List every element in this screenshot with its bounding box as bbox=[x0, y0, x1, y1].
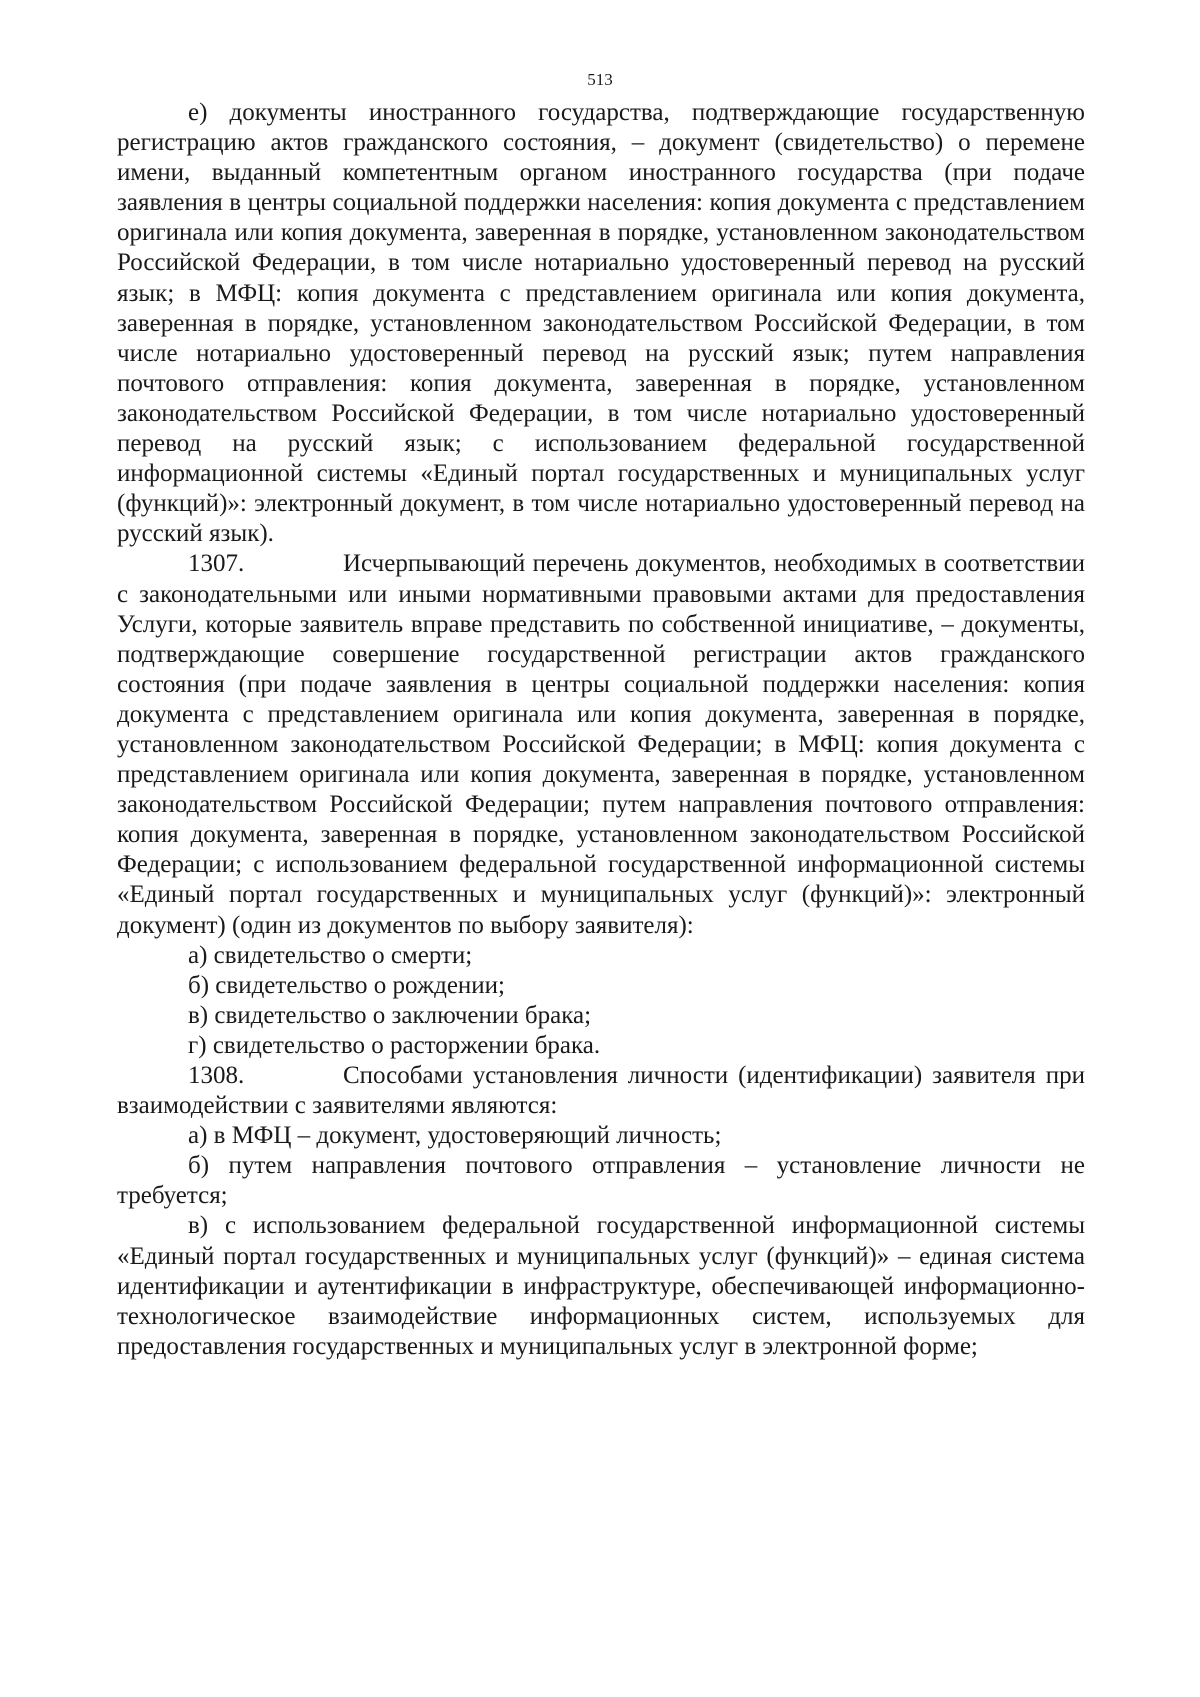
paragraph-number: 1308. bbox=[188, 1062, 245, 1089]
list-item: а) в МФЦ – документ, удостоверяющий личность; bbox=[188, 1122, 722, 1150]
list-item: а) свидетельство о смерти; bbox=[188, 941, 473, 969]
list-item: в) с использованием федеральной государственной информационной системы «Единый портал государственных и муниципальных услуг (функций)» – единая система идентификации и аутентификации в инфраструктуре, обеспечивающей информационно-технологическое взаимодействие информационных систем, используемых для предоставления государственных и муниципальных услуг в электронной форме; bbox=[117, 1212, 1085, 1360]
list-item: б) путем направления почтового отправления – установление личности не требуется; bbox=[117, 1152, 1085, 1210]
page-number: 513 bbox=[587, 70, 613, 89]
document-body bbox=[117, 98, 1085, 1362]
list-item: в) свидетельство о заключении брака; bbox=[188, 1001, 592, 1029]
paragraph-text: Способами установления личности (идентификации) заявителя при взаимодействии с заявителями являются: bbox=[117, 1062, 1085, 1120]
paragraph-1307 bbox=[117, 549, 1085, 940]
list-item: б) свидетельство о рождении; bbox=[188, 971, 505, 999]
paragraph-1308 bbox=[117, 1061, 1085, 1121]
list-item: г) свидетельство о расторжении брака. bbox=[188, 1031, 601, 1059]
paragraph-foreign-documents: е) документы иностранного государства, подтверждающие государственную регистрацию актов гражданского состояния, – документ (свидетельство) о перемене имени, выданный компетентным органом иностранного государства (при подаче заявления в центры социальной поддержки населения: копия документа с представлением оригинала или копия документа, заверенная в порядке, установленном законодательством Российской Федерации, в том числе нотариально удостоверенный перевод на русский язык; в МФЦ: копия документа с представлением оригинала или копия документа, заверенная в порядке, установленном законодательством Российской Федерации, в том числе нотариально удостоверенный перевод на русский язык; путем направления почтового отправления: копия документа, заверенная в порядке, установленном законодательством Российской Федерации, в том числе нотариально удостоверенный перевод на русский язык; с использованием федеральной государственной информационной системы «Единый портал государственных и муниципальных услуг (функций)»: электронный документ, в том числе нотариально удостоверенный перевод на русский язык). bbox=[117, 99, 1085, 548]
paragraph-text: Исчерпывающий перечень документов, необходимых в соответствии с законодательными или иными нормативными правовыми актами для предоставления Услуги, которые заявитель вправе представить по собственной инициативе, – документы, подтверждающие совершение государственной регистрации актов гражданского состояния (при подаче заявления в центры социальной поддержки населения: копия документа с представлением оригинала или копия документа, заверенная в порядке, установленном законодательством Российской Федерации; в МФЦ: копия документа с представлением оригинала или копия документа, заверенная в порядке, установленном законодательством Российской Федерации; путем направления почтового отправления: копия документа, заверенная в порядке, установленном законодательством Российской Федерации; с использованием федеральной государственной информационной системы «Единый портал государственных и муниципальных услуг (функций)»: электронный документ) (один из документов по выбору заявителя): bbox=[117, 550, 1085, 939]
paragraph-number: 1307. bbox=[188, 550, 245, 578]
